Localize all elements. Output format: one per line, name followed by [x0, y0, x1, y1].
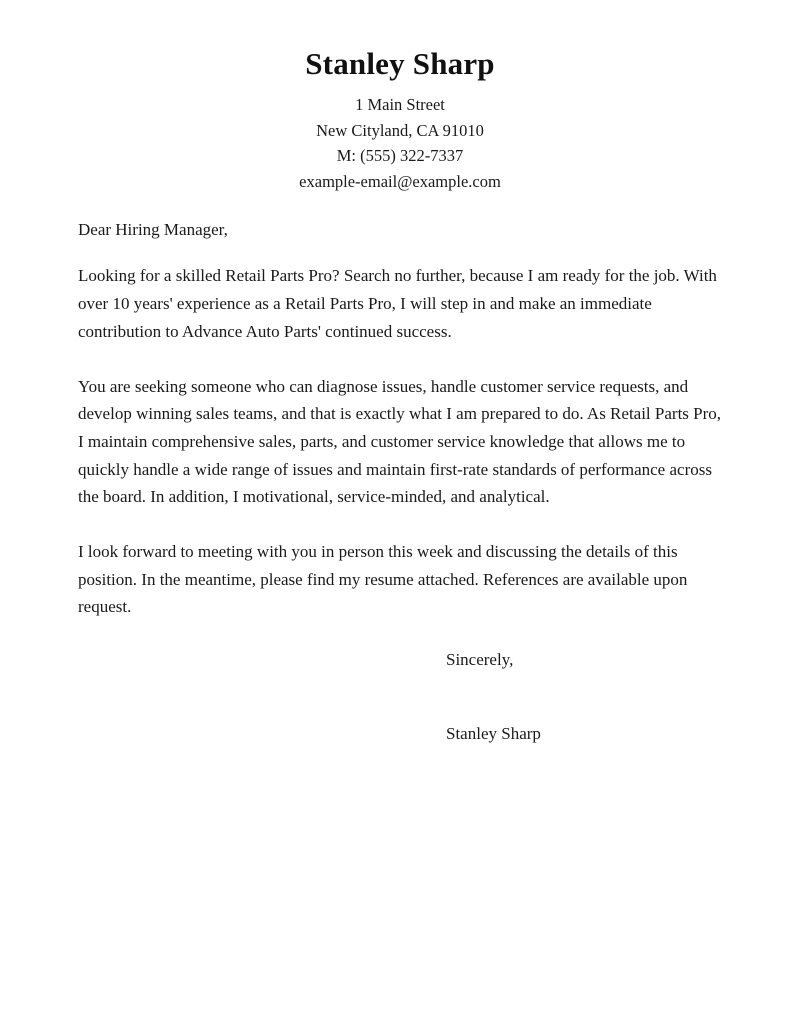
body-paragraph: Looking for a skilled Retail Parts Pro? Search no further, because I am ready for the job. With over 10 years' experience as a Retail Parts Pro, I will step in and make an immediate contribution to Advance Auto Parts' continued success. [78, 266, 717, 341]
letter-body [78, 220, 722, 621]
city-state-zip: New Cityland, CA 91010 [316, 120, 484, 140]
address-line: 1 Main Street [355, 95, 445, 115]
email-address: example-email@example.com [299, 171, 501, 191]
salutation: Dear Hiring Manager, [78, 220, 228, 240]
phone-number: M: (555) 322-7337 [336, 146, 464, 166]
letter-closing [78, 650, 722, 744]
applicant-name: Stanley Sharp [305, 46, 495, 81]
body-paragraph: I look forward to meeting with you in person this week and discussing the details of this position. In the meantime, please find my resume attached. References are available upon request. [78, 542, 688, 617]
signature-name: Stanley Sharp [446, 724, 541, 744]
letter-header [78, 45, 722, 194]
body-paragraph: You are seeking someone who can diagnose issues, handle customer service requests, and develop winning sales teams, and that is exactly what I am prepared to do. As Retail Parts Pro, I maintain comprehensive sales, parts, and customer service knowledge that allows me to quickly handle a wide range of issues and maintain first-rate standards of performance across the board. In addition, I motivational, service-minded, and analytical. [78, 376, 722, 507]
closing-salutation: Sincerely, [446, 650, 514, 670]
